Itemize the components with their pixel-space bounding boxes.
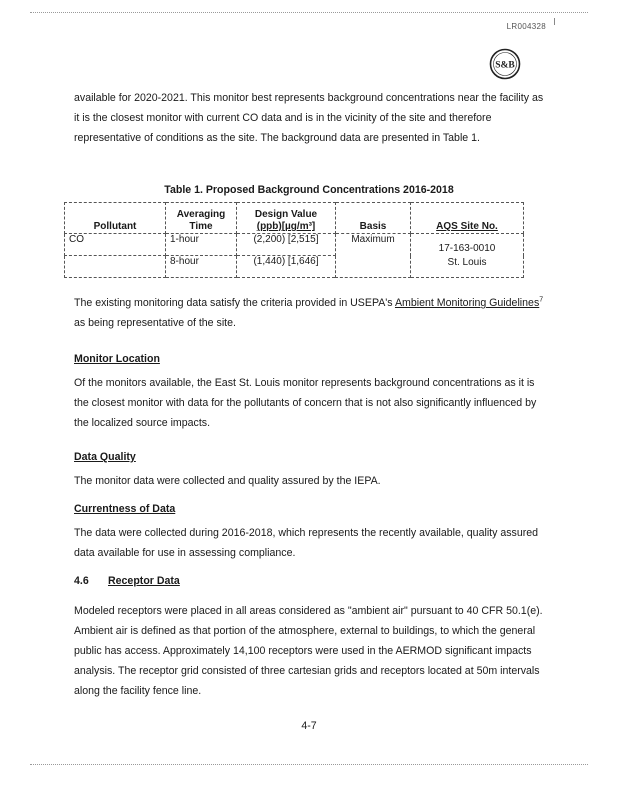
cell-pollutant: CO xyxy=(65,234,166,256)
page-number: 4-7 xyxy=(301,720,317,732)
col-header-basis: Basis xyxy=(336,203,411,234)
company-logo-seal xyxy=(489,48,521,80)
background-concentrations-table xyxy=(64,202,524,278)
cell-design-value: (2,200) [2,515] xyxy=(237,234,336,256)
currentness-paragraph: The data were collected during 2016-2018, which represents the recently available, quality assured data available for use in assessing compliance. xyxy=(74,527,539,559)
section-number: 4.6 xyxy=(74,575,89,587)
cell-aqs-site: 17-163-0010 St. Louis xyxy=(411,234,524,278)
scan-mark xyxy=(554,18,555,25)
ambient-monitoring-guidelines-link: Ambient Monitoring Guidelines xyxy=(394,297,540,309)
intro-paragraph: available for 2020-2021. This monitor best represents background concentrations near the facility as it is the closest monitor with current CO data and is in the vicinity of the site and therefore representative of conditions as the site. The background data are presented in Table 1. xyxy=(74,92,544,144)
col-header-pollutant: Pollutant xyxy=(65,203,166,234)
cell-pollutant xyxy=(65,256,166,278)
col-header-aqs-site: AQS Site No. xyxy=(411,203,524,234)
heading-data-quality: Data Quality xyxy=(74,451,136,463)
bottom-scan-border xyxy=(30,764,588,765)
col-header-design-value: Design Value (ppb)[µg/m³] xyxy=(237,203,336,234)
section-heading-receptor-data xyxy=(74,575,180,587)
heading-currentness-of-data: Currentness of Data xyxy=(74,503,176,515)
table-header-row xyxy=(65,203,524,234)
cell-basis: Maximum xyxy=(336,234,411,278)
heading-monitor-location: Monitor Location xyxy=(74,353,160,365)
cell-averaging-time: 1-hour xyxy=(166,234,237,256)
monitoring-criteria-paragraph: The existing monitoring data satisfy the criteria provided in USEPA's Ambient Monitoring Guidelines$^7$ as being representative of the site. xyxy=(74,296,544,329)
table-row xyxy=(65,234,524,256)
logo-text: S&B xyxy=(495,60,515,71)
cell-averaging-time: 8-hour xyxy=(166,256,237,278)
section-title: Receptor Data xyxy=(108,575,180,587)
top-scan-border xyxy=(30,12,588,13)
document-id: LR004328 xyxy=(506,22,546,31)
data-quality-paragraph: The monitor data were collected and quality assured by the IEPA. xyxy=(74,475,381,487)
table-title: Table 1. Proposed Background Concentrations 2016-2018 xyxy=(164,184,454,196)
receptor-data-paragraph: Modeled receptors were placed in all areas considered as "ambient air" pursuant to 40 CFR 50.1(e). Ambient air is defined as that portion of the atmosphere, external to buildings, to which the general public has access. Approximately 14,100 receptors were used in the AERMOD significant impacts analysis. The receptor grid consisted of three cartesian grids and receptors located at 50m intervals along the facility fence line. xyxy=(74,605,543,697)
cell-design-value: (1,440) [1,646] xyxy=(237,256,336,278)
col-header-averaging-time: Averaging Time xyxy=(166,203,237,234)
footnote-ref: 7 xyxy=(539,296,544,304)
monitor-location-paragraph: Of the monitors available, the East St. Louis monitor represents background concentrations as it is the closest monitor with data for the pollutants of concern that is not also significantly influenced by the localized source impacts. xyxy=(74,377,537,429)
